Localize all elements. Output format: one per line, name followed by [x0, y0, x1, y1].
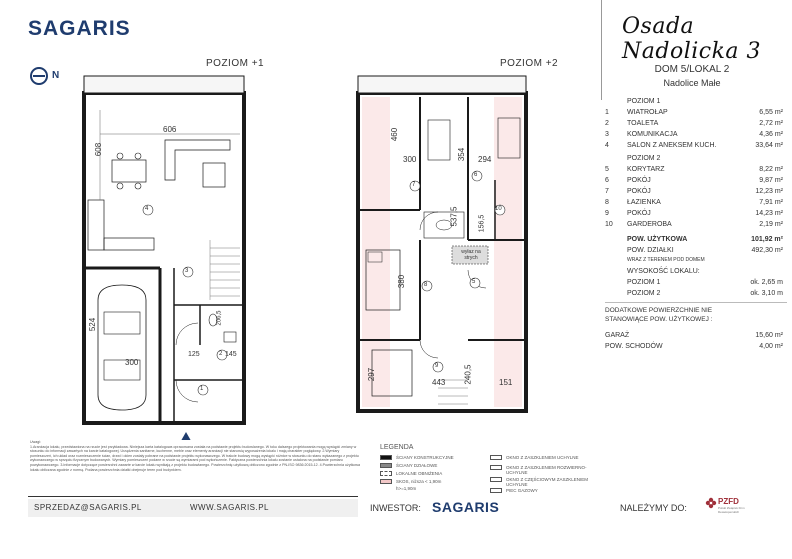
room-number-7: 7 — [412, 182, 416, 188]
table-row: 2 TOALETA 2,72 m² — [605, 120, 783, 127]
legend — [380, 453, 600, 493]
legend-item: ŚCIANY KONSTRUKCYJNE — [396, 455, 454, 460]
table-row: 10 GARDEROBA 2,19 m² — [605, 221, 783, 228]
room-number-8: 8 — [424, 282, 428, 288]
table-row: 9 POKÓJ 14,23 m² — [605, 210, 783, 217]
extra-areas-header: DODATKOWE POWIERZCHNIE NIE STANOWIĄCE POW. UŻYTKOWEJ : — [605, 307, 713, 323]
legend-item: ŚCIANY DZIAŁOWE — [396, 463, 438, 468]
level1-terrace — [84, 76, 244, 93]
room-number-3: 3 — [185, 268, 189, 274]
attic-hatch-label: wyłaz na strych — [461, 249, 481, 261]
table-row: 1 WIATROŁAP 6,55 m² — [605, 109, 783, 116]
unit-location: Nadolice Małe — [663, 78, 721, 88]
dim-label: 297 — [367, 367, 377, 382]
plot-area-row: POW. DZIAŁKI 492,30 m² — [627, 247, 783, 254]
dim-label: 380 — [397, 274, 407, 289]
level2-plan — [358, 76, 526, 411]
dim-label: 145 — [225, 351, 237, 358]
entrance-arrow-icon — [178, 432, 194, 440]
level1-outer-walls — [84, 93, 244, 423]
dim-label: 443 — [432, 378, 446, 387]
notes — [30, 440, 360, 472]
legend-item: OKNO Z CZĘŚCIOWYM ZASZKLENIEM UCHYLNE — [506, 477, 589, 487]
pzfd-logo: PZFD — [718, 497, 739, 506]
legend-item: PIEC GAZOWY — [506, 488, 538, 493]
table-row: 5 KORYTARZ 8,22 m² — [605, 166, 783, 173]
level1-header: POZIOM 1 — [627, 98, 661, 105]
room-number-9: 9 — [435, 363, 439, 369]
contact-website-link[interactable]: WWW.SAGARIS.PL — [190, 503, 270, 512]
member-label: NALEŻYMY DO: — [620, 503, 687, 513]
unit-code: DOM 5/LOKAL 2 — [654, 64, 730, 75]
level2-label: POZIOM +2 — [500, 58, 559, 69]
dim-label: 608 — [94, 142, 104, 157]
room-number-5: 5 — [472, 279, 476, 285]
room-number-1: 1 — [200, 386, 204, 392]
table-row: POZIOM 1 ok. 2,65 m — [627, 279, 783, 286]
room-number-10: 10 — [495, 206, 502, 212]
dim-label: 151 — [499, 378, 513, 387]
table-row: 7 POKÓJ 12,23 m² — [605, 188, 783, 195]
height-header: WYSOKOŚĆ LOKALU: — [627, 268, 700, 275]
legend-item: LOKALNE OBNIŻENIA — [396, 471, 443, 476]
legend-item: h>=1,90m — [396, 486, 417, 491]
dim-label: 524 — [88, 317, 98, 332]
pzfd-flower-icon — [705, 497, 717, 509]
dim-label: 125 — [188, 351, 200, 358]
room-area-table — [605, 96, 787, 352]
pzfd-subtitle: Polski Związek Firm Deweloperskich — [718, 506, 745, 514]
legend-title: LEGENDA — [380, 444, 414, 451]
dim-label: 206,5 — [216, 310, 223, 326]
legend-item: SKOS, niższa < 1,90m — [396, 479, 442, 484]
dim-label: 460 — [390, 127, 400, 142]
table-row: 6 POKÓJ 9,87 m² — [605, 177, 783, 184]
level2-header: POZIOM 2 — [627, 155, 661, 162]
dim-label: 156,5 — [478, 214, 486, 233]
dim-label: 300 — [125, 358, 139, 367]
notes-heading: Uwagi: — [30, 440, 41, 444]
investor-logo: SAGARIS — [432, 499, 500, 515]
table-row: 4 SALON Z ANEKSEM KUCH. 33,64 m² — [605, 142, 783, 149]
dim-label: 354 — [457, 147, 467, 162]
compass-north-label: N — [52, 70, 60, 81]
contact-email-link[interactable]: SPRZEDAZ@SAGARIS.PL — [34, 503, 142, 512]
plot-note: WRAZ Z TERENEM POD DOMEM — [627, 257, 705, 263]
level1-label: POZIOM +1 — [206, 58, 265, 69]
room-number-6: 6 — [474, 172, 478, 178]
brand-logo: SAGARIS — [28, 17, 131, 40]
legend-item: OKNO Z ZASZKLENIEM UCHYLNE — [506, 455, 579, 460]
dim-label: 240,5 — [463, 364, 473, 385]
dim-label: 294 — [478, 155, 492, 164]
table-row: POZIOM 2 ok. 3,10 m — [627, 290, 783, 297]
project-title: Osada Nadolicka 3 — [622, 14, 762, 64]
investor-label: INWESTOR: — [370, 503, 421, 513]
dim-label: 606 — [163, 125, 177, 134]
dim-label: 300 — [403, 155, 417, 164]
footer-divider — [28, 496, 358, 497]
usable-area-row: POW. UŻYTKOWA 101,92 m² — [627, 236, 783, 243]
table-row: GARAŻ 15,60 m² — [605, 332, 783, 339]
notes-text: 1.Aranżacja lokalu, przedstawiona na rzucie jest przykładowa. Niniejsza karta katalogowa opracowana została na podstawie projektu budowlanego. W toku dalszego projektowania mogą wystąpić zmiany w stosunku do informacji zawartych na karcie katalogowej. Urządzenia sanitarne, kuchenne, meble oraz elementy aranżacji nie stanowią wyposażenia lokalu i mają charakter poglądowy. 2.Wymiary pomieszczeń, ich układ oraz rozmieszczenie ścian, drzwi i okien zostały pobrane na podstawie projektu wykonawczego. W trakcie budowy mogą wystąpić różnice w stosunku do stanu wykazanego z projektu wykonawczego w sprzęciu fizycznym budowanych. Wymiary pomieszczeń podane w rzucie są wymiarami pod wykończenie. Faktyczna powierzchnia lokalu zostanie ustalona na podstawie pomiaru powykonawczego. 3.Informacje dotyczące powierzchni zawarte w karcie lokalu wynikają z projektu budowlanego. Powierzchnię użytkową obliczono zgodnie z PN-ISO 9836:2015-12. 4.Powierzchnia użytkowa lokalu obliczana zgodnie z normą. Podana powierzchnia działki obejmuje teren pod budynkiem. — [30, 444, 360, 472]
dim-label: 537,5 — [449, 206, 459, 227]
room-number-2: 2 — [219, 351, 223, 357]
table-row: 3 KOMUNIKACJA 4,36 m² — [605, 131, 783, 138]
table-row: 8 ŁAZIENKA 7,91 m² — [605, 199, 783, 206]
room-number-4: 4 — [145, 206, 149, 212]
table-row: POW. SCHODÓW 4,00 m² — [605, 343, 783, 350]
legend-item: OKNO Z ZASZKLENIEM ROZWIERNO-UCHYLNE — [506, 465, 587, 475]
